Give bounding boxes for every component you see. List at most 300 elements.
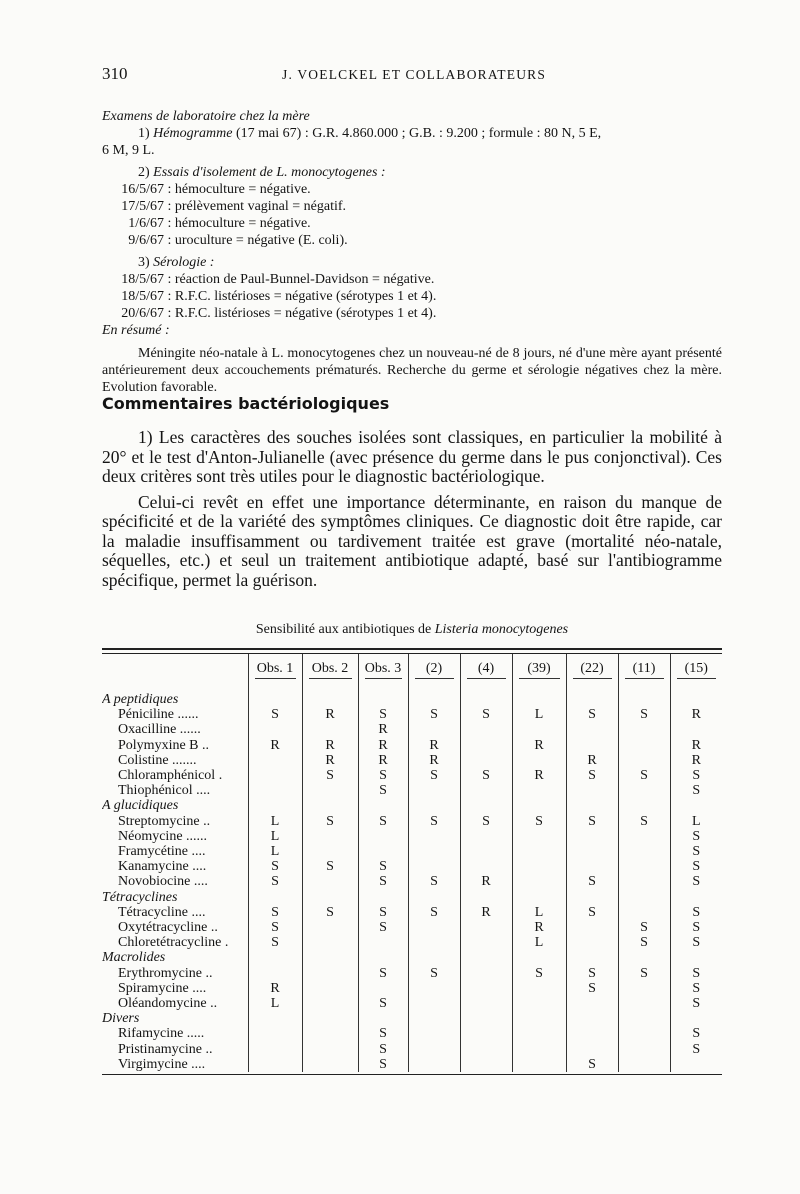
result-cell [302, 722, 358, 737]
serology-number: 3) [138, 255, 154, 270]
result-cell: S [512, 814, 566, 829]
antibiotic-name: Oxytétracycline .. [118, 920, 218, 936]
result-cell [566, 1026, 618, 1041]
table-row [102, 844, 722, 859]
result-cell: R [358, 722, 408, 737]
caption-species: Listeria monocytogenes [434, 622, 569, 637]
result-cell [408, 1042, 460, 1057]
result-cell: S [248, 905, 302, 920]
table-row [102, 1042, 722, 1057]
result-cell: R [358, 753, 408, 768]
group-empty-cell [512, 890, 566, 905]
group-label: Macrolides [102, 950, 166, 966]
result-cell: R [512, 768, 566, 783]
group-empty-cell [670, 890, 722, 905]
result-cell: S [670, 920, 722, 935]
group-empty-cell [358, 692, 408, 707]
antibiotic-name: Chloramphénicol . [118, 768, 223, 784]
result-cell: S [302, 905, 358, 920]
section-title: Commentaires bactériologiques [102, 394, 390, 413]
spacer-cell [102, 684, 248, 692]
antibiotic-name: Tétracycline .... [118, 904, 206, 920]
group-empty-cell [408, 692, 460, 707]
serology-row [102, 305, 722, 322]
result-cell: S [670, 966, 722, 981]
running-head: J. VOELCKEL ET COLLABORATEURS [282, 67, 547, 82]
result-cell: S [358, 920, 408, 935]
antibiotic-name: Framycétine .... [118, 844, 206, 860]
paragraph-2: Celui-ci revêt en effet une importance déterminante, en raison du manque de spécificité et de la variété des symptômes cliniques. Ce diagnostic doit être rapide, car la maladie insuffisamment ou tardivement traitée est grave (mortalité néo-natale, séquelles, etc.) et seul un traitement antibiotique adapté, basé sur l'antibiogramme spécifique, permet la guérison. [102, 491, 722, 590]
result-cell: S [408, 707, 460, 722]
isolation-text: : prélèvement vaginal = négatif. [164, 199, 347, 214]
result-cell [618, 753, 670, 768]
table-row [102, 814, 722, 829]
group-label: A peptidiques [102, 692, 179, 707]
result-cell: L [670, 814, 722, 829]
group-row [102, 1011, 722, 1026]
result-cell: S [566, 966, 618, 981]
result-cell [358, 829, 408, 844]
result-cell: S [566, 905, 618, 920]
isolation-text: : uroculture = négative (E. coli). [164, 233, 348, 248]
result-cell [512, 996, 566, 1011]
group-empty-cell [302, 890, 358, 905]
table-row [102, 920, 722, 935]
group-empty-cell [460, 890, 512, 905]
table-row [102, 874, 722, 889]
result-cell: S [460, 707, 512, 722]
group-empty-cell [670, 950, 722, 965]
group-empty-cell [670, 692, 722, 707]
table-row [102, 966, 722, 981]
result-cell [248, 783, 302, 798]
result-cell [566, 996, 618, 1011]
result-cell [302, 966, 358, 981]
result-cell [460, 981, 512, 996]
result-cell [248, 1042, 302, 1057]
group-label: Divers [102, 1011, 140, 1027]
table-row [102, 829, 722, 844]
antibiotic-cell [102, 874, 248, 889]
spacer-cell [512, 684, 566, 692]
table-row [102, 905, 722, 920]
result-cell [408, 935, 460, 950]
column-header [512, 654, 566, 684]
group-empty-cell [566, 692, 618, 707]
spacer-cell [618, 684, 670, 692]
result-cell: S [248, 920, 302, 935]
serology-label: Sérologie : [153, 255, 215, 270]
result-cell [618, 829, 670, 844]
result-cell: S [358, 1057, 408, 1072]
result-cell: S [358, 1026, 408, 1041]
serology-date: 18/5/67 [121, 272, 164, 287]
group-empty-cell [566, 950, 618, 965]
antibiotic-name: Erythromycine .. [118, 965, 213, 981]
result-cell [248, 1057, 302, 1072]
antibiotic-cell [102, 707, 248, 722]
antibiotic-name: Novobiocine .... [118, 874, 208, 890]
column-header [408, 654, 460, 684]
result-cell: S [670, 768, 722, 783]
column-header [566, 654, 618, 684]
result-cell: S [566, 874, 618, 889]
result-cell [460, 859, 512, 874]
result-cell [408, 920, 460, 935]
result-cell: S [358, 996, 408, 1011]
group-label: A glucidiques [102, 798, 179, 814]
serology-row [102, 271, 722, 288]
result-cell [408, 829, 460, 844]
group-empty-cell [358, 798, 408, 813]
isolation-date: 17/5/67 [121, 199, 164, 214]
result-cell [460, 1026, 512, 1041]
result-cell: S [358, 874, 408, 889]
result-cell [248, 1026, 302, 1041]
group-row [102, 950, 722, 965]
result-cell [460, 1057, 512, 1072]
group-empty-cell [248, 798, 302, 813]
antibiotic-name: Polymyxine B .. [118, 737, 210, 753]
antibiotic-name: Colistine ....... [118, 752, 197, 768]
result-cell [512, 783, 566, 798]
spacer-cell [460, 684, 512, 692]
result-cell: R [358, 738, 408, 753]
group-empty-cell [248, 890, 302, 905]
group-empty-cell [302, 950, 358, 965]
result-cell: S [618, 814, 670, 829]
group-empty-cell [302, 798, 358, 813]
result-cell [566, 722, 618, 737]
result-cell [302, 829, 358, 844]
result-cell [408, 981, 460, 996]
result-cell [512, 1026, 566, 1041]
result-cell: L [248, 814, 302, 829]
result-cell: S [566, 981, 618, 996]
result-cell: S [566, 814, 618, 829]
result-cell: S [408, 874, 460, 889]
antibiotic-cell [102, 844, 248, 859]
group-label: Tétracyclines [102, 889, 178, 905]
result-cell: S [358, 814, 408, 829]
group-empty-cell [618, 950, 670, 965]
result-cell [302, 844, 358, 859]
result-cell: S [358, 783, 408, 798]
group-empty-cell [460, 798, 512, 813]
result-cell: R [302, 753, 358, 768]
table-row [102, 783, 722, 798]
result-cell [460, 829, 512, 844]
result-cell [302, 1057, 358, 1072]
result-cell: L [512, 905, 566, 920]
result-cell [460, 722, 512, 737]
group-empty-cell [460, 692, 512, 707]
result-cell: S [670, 874, 722, 889]
hemogram-number: 1) [138, 126, 154, 141]
result-cell [566, 1042, 618, 1057]
result-cell: S [566, 707, 618, 722]
column-header [302, 654, 358, 684]
result-cell [512, 859, 566, 874]
result-cell [302, 1042, 358, 1057]
group-empty-cell [618, 1011, 670, 1026]
result-cell: S [248, 874, 302, 889]
result-cell [408, 844, 460, 859]
result-cell: S [302, 814, 358, 829]
result-cell: S [408, 814, 460, 829]
group-empty-cell [566, 798, 618, 813]
table-row [102, 1057, 722, 1072]
antibiotic-name: Kanamycine .... [118, 859, 207, 875]
result-cell: S [460, 814, 512, 829]
result-cell [566, 738, 618, 753]
header-blank [102, 654, 248, 684]
result-cell: S [670, 1042, 722, 1057]
antibiotic-table [102, 648, 722, 1075]
group-row [102, 798, 722, 813]
resume-text: Méningite néo-natale à L. monocytogenes chez un nouveau-né de 8 jours, né d'une mère ayant présenté antérieurement deux accouchements prématurés. Recherche du germe et sérologie négatives chez la mère. Evolution favorable. [102, 346, 722, 395]
antibiotic-cell [102, 753, 248, 768]
result-cell: S [358, 905, 408, 920]
serology-text: : R.F.C. listérioses = négative (sérotypes 1 et 4). [164, 289, 437, 304]
spacer-cell [302, 684, 358, 692]
antibiotic-name: Streptomycine .. [118, 813, 211, 829]
serology-date: 20/6/67 [121, 306, 164, 321]
antibiotic-name: Thiophénicol .... [118, 783, 211, 799]
group-empty-cell [460, 1011, 512, 1026]
group-empty-cell [566, 1011, 618, 1026]
result-cell [512, 1042, 566, 1057]
antibiotic-name: Chloretétracycline . [118, 935, 229, 951]
result-cell: S [460, 768, 512, 783]
column-header [670, 654, 722, 684]
result-cell: L [248, 996, 302, 1011]
antibiotic-cell [102, 829, 248, 844]
result-cell: R [512, 738, 566, 753]
result-cell: R [460, 874, 512, 889]
column-header-label: (22) [573, 660, 612, 679]
spacer-row [102, 684, 722, 692]
result-cell [302, 996, 358, 1011]
result-cell: R [248, 981, 302, 996]
result-cell [566, 829, 618, 844]
group-empty-cell [618, 890, 670, 905]
result-cell: S [408, 905, 460, 920]
result-cell: S [302, 768, 358, 783]
antibiotic-cell [102, 1042, 248, 1057]
antibiotic-cell [102, 814, 248, 829]
antibiotic-cell [102, 920, 248, 935]
isolation-heading [102, 164, 722, 181]
page-header [102, 64, 722, 88]
result-cell [512, 829, 566, 844]
result-cell [302, 1026, 358, 1041]
result-cell: L [248, 844, 302, 859]
isolation-row [102, 181, 722, 198]
result-cell: S [618, 935, 670, 950]
lab-exams-title: Examens de laboratoire chez la mère [102, 109, 310, 124]
result-cell: S [670, 981, 722, 996]
group-empty-cell [566, 890, 618, 905]
result-cell: L [512, 935, 566, 950]
result-cell [460, 738, 512, 753]
result-cell: S [248, 859, 302, 874]
antibiotic-name: Rifamycine ..... [118, 1026, 205, 1042]
result-cell [618, 905, 670, 920]
hemogram-values: (17 mai 67) : G.R. 4.860.000 ; G.B. : 9.200 ; formule : 80 N, 5 E, [232, 126, 602, 141]
result-cell [566, 920, 618, 935]
table-row [102, 996, 722, 1011]
antibiotic-name: Néomycine ...... [118, 828, 208, 844]
column-header-label: (39) [519, 660, 560, 679]
result-cell [618, 1026, 670, 1041]
group-empty-cell [670, 798, 722, 813]
result-cell [408, 722, 460, 737]
result-cell [408, 1026, 460, 1041]
antibiotic-cell [102, 935, 248, 950]
result-cell [358, 981, 408, 996]
column-header [618, 654, 670, 684]
result-cell [248, 768, 302, 783]
antibiotic-name: Péniciline ...... [118, 707, 199, 723]
group-empty-cell [408, 798, 460, 813]
result-cell [460, 996, 512, 1011]
group-empty-cell [358, 950, 408, 965]
result-cell [512, 1057, 566, 1072]
table-row [102, 1026, 722, 1041]
isolation-rows [102, 181, 722, 249]
result-cell [408, 859, 460, 874]
table-row [102, 981, 722, 996]
column-header [460, 654, 512, 684]
column-header-label: Obs. 3 [365, 660, 402, 679]
result-cell: S [618, 920, 670, 935]
result-cell [618, 874, 670, 889]
result-cell [566, 935, 618, 950]
result-cell: S [358, 966, 408, 981]
group-empty-cell [248, 1011, 302, 1026]
isolation-row [102, 198, 722, 215]
group-empty-cell [512, 1011, 566, 1026]
group-empty-cell [408, 950, 460, 965]
antibiotic-name: Pristinamycine .. [118, 1041, 213, 1057]
column-header-label: (11) [625, 660, 664, 679]
result-cell [248, 722, 302, 737]
result-cell: S [358, 768, 408, 783]
result-cell: R [512, 920, 566, 935]
table-caption [102, 622, 722, 638]
result-cell: S [670, 844, 722, 859]
result-cell [302, 920, 358, 935]
result-cell [618, 1057, 670, 1072]
group-empty-cell [302, 1011, 358, 1026]
result-cell [358, 935, 408, 950]
column-header-label: (4) [467, 660, 506, 679]
result-cell [670, 1057, 722, 1072]
result-cell: R [566, 753, 618, 768]
column-header [358, 654, 408, 684]
antibiotic-cell [102, 966, 248, 981]
result-cell [618, 996, 670, 1011]
antibiotic-cell [102, 768, 248, 783]
serology-heading [102, 254, 722, 271]
hemogram-line [102, 125, 722, 142]
column-header [248, 654, 302, 684]
result-cell [460, 935, 512, 950]
spacer-cell [248, 684, 302, 692]
result-cell [460, 844, 512, 859]
result-cell [460, 966, 512, 981]
result-cell [358, 844, 408, 859]
isolation-date: 1/6/67 [128, 216, 164, 231]
result-cell: R [302, 738, 358, 753]
result-cell: S [358, 707, 408, 722]
result-cell [512, 981, 566, 996]
result-cell: S [670, 1026, 722, 1041]
isolation-text: : hémoculture = négative. [164, 216, 311, 231]
group-empty-cell [512, 798, 566, 813]
result-cell: S [618, 768, 670, 783]
paragraph-1: 1) Les caractères des souches isolées sont classiques, en particulier la mobilité à 20° et le test d'Anton-Julianelle (avec présence du germe dans le pus conjonctival). Ces deux critères sont très utiles pour le diagnostic bactériologique. [102, 427, 722, 486]
spacer-cell [358, 684, 408, 692]
result-cell: S [670, 935, 722, 950]
result-cell [408, 783, 460, 798]
result-cell: S [566, 1057, 618, 1072]
antibiotic-cell [102, 722, 248, 737]
group-empty-cell [302, 692, 358, 707]
result-cell: R [408, 753, 460, 768]
table-bottom-rule [102, 1074, 722, 1075]
group-empty-cell [408, 890, 460, 905]
result-cell: R [302, 707, 358, 722]
result-cell: R [460, 905, 512, 920]
caption-text: Sensibilité aux antibiotiques de [255, 622, 435, 637]
result-cell: S [566, 768, 618, 783]
result-cell: S [248, 707, 302, 722]
result-cell: L [512, 707, 566, 722]
result-cell: R [408, 738, 460, 753]
result-cell [512, 874, 566, 889]
serology-date: 18/5/67 [121, 289, 164, 304]
result-cell: R [670, 707, 722, 722]
isolation-number: 2) [138, 165, 154, 180]
result-cell: S [358, 1042, 408, 1057]
antibiotic-cell [102, 738, 248, 753]
antibiotic-name: Oléandomycine .. [118, 996, 218, 1012]
result-cell: S [670, 996, 722, 1011]
result-cell: S [302, 859, 358, 874]
result-cell [566, 844, 618, 859]
antibiotic-name: Spiramycine .... [118, 980, 207, 996]
group-empty-cell [670, 1011, 722, 1026]
result-cell [408, 996, 460, 1011]
header-row [102, 654, 722, 684]
isolation-date: 16/5/67 [121, 182, 164, 197]
serology-row [102, 288, 722, 305]
result-cell: S [358, 859, 408, 874]
result-cell [460, 920, 512, 935]
result-cell [302, 935, 358, 950]
antibiotic-cell [102, 996, 248, 1011]
result-cell: S [670, 783, 722, 798]
result-cell [460, 1042, 512, 1057]
result-cell: S [248, 935, 302, 950]
result-cell: S [408, 768, 460, 783]
table-row [102, 859, 722, 874]
serology-rows [102, 271, 722, 322]
serology-text: : R.F.C. listérioses = négative (sérotypes 1 et 4). [164, 306, 437, 321]
serology-text: : réaction de Paul-Bunnel-Davidson = négative. [164, 272, 435, 287]
